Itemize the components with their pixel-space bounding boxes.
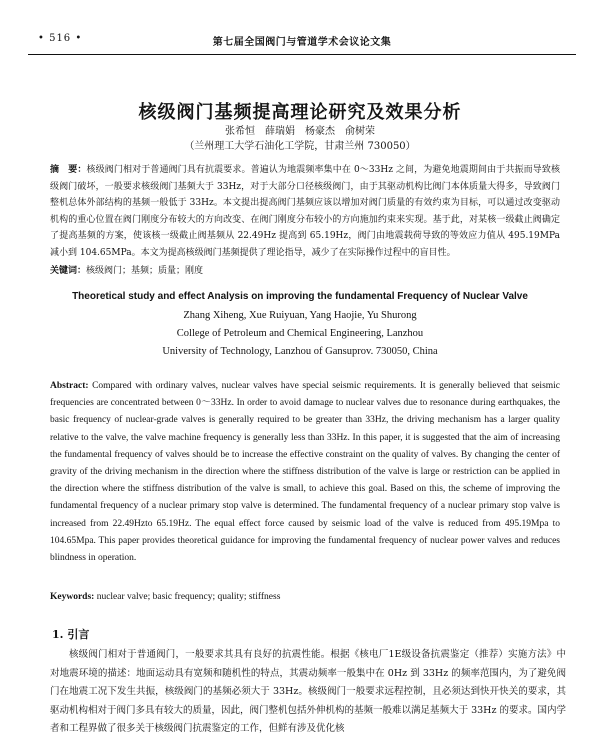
abstract-en-text: Compared with ordinary valves, nuclear valves have special seismic requirements. It is generally believed that seismic frequencies are concentrated between 0～33Hz. In order to avoid damage to nuclear valves due to resonance during earthquakes, the basic frequency of nuclear-grade valves is generally required to be greater than 33Hz, the driving mechanism has a larger quality relative to the valve, the valve machine frequency is generally less than 33Hz. In this paper, it is suggested that the aim of increasing the fundamental frequency of valves should be to increase the effective constraint on the quality of valves. By changing the center of gravity of the driving mechanism in the direction where the stiffness distribution of the valve is large or restriction can be applied in the direction where the stiffness distribution of the valve is small, to achieve this goal. Based on this, the scheme of improving the fundamental frequency of a nuclear primary stop valve is determined. The fundamental frequency of a nuclear primary stop valve is increased from 22.49Hzto 65.19Hz. The equal effect force caused by seismic load of the valve is reduced from 495.19Mpa to 104.65Mpa. This paper provides theoretical guidance for improving the fundamental frequency of nuclear power valves and reduces blindness in operation. bbox=[50, 381, 561, 564]
page-number: • 516 • bbox=[38, 33, 83, 44]
affiliation-en-2: University of Technology, Lanzhou of Gansuprov. 730050, China bbox=[162, 346, 438, 357]
abstract-cn-label: 摘 要： bbox=[50, 165, 87, 175]
keywords-en bbox=[50, 592, 560, 602]
section-heading-introduction: 1. 引言 bbox=[52, 628, 90, 641]
affiliation-cn: （兰州理工大学石油化工学院，甘肃兰州 730050） bbox=[184, 141, 416, 152]
keywords-cn-text: 核级阀门；基频；质量；刚度 bbox=[86, 266, 204, 276]
paper-title-en: Theoretical study and effect Analysis on improving the fundamental Frequency of Nuclear Valve bbox=[72, 291, 528, 302]
keywords-en-text: nuclear valve; basic frequency; quality; stiffness bbox=[96, 592, 281, 602]
affiliation-en-1: College of Petroleum and Chemical Engineering, Lanzhou bbox=[176, 328, 424, 339]
keywords-cn bbox=[50, 263, 560, 276]
paper-title-cn: 核级阀门基频提高理论研究及效果分析 bbox=[138, 102, 462, 123]
running-header bbox=[28, 28, 576, 55]
authors-cn: 张希恒 薛瑞娟 杨豪杰 俞树荣 bbox=[225, 126, 375, 137]
abstract-en bbox=[50, 378, 560, 567]
abstract-en-label: Abstract: bbox=[50, 381, 89, 391]
running-title: 第七届全国阀门与管道学术会议论文集 bbox=[212, 37, 392, 48]
authors-en: Zhang Xiheng, Xue Ruiyuan, Yang Haojie, Yu Shurong bbox=[183, 310, 417, 321]
introduction-paragraph: 核级阀门相对于普通阀门，一般要求其具有良好的抗震性能。根据《核电厂1E级设备抗震鉴定（推荐）实施方法》中对地震环境的描述：地面运动具有宽频和随机性的特点，其震动频率一般集中在 0Hz 到 33Hz 的频率范围内，为了避免阀门在地震工况下发生共振，核级阀门的基频必须大于 33Hz。核级阀门一般要求远程控制，且必须达到快开快关的要求，其驱动机构相对于阀门多具有较大的质量，因此，阀门整机包括外伸机构的基频一般难以满足基频大于 33Hz 的要求。国内学者和工程界做了很多关于核级阀门抗震鉴定的工作，但鲜有涉及优化核 bbox=[50, 649, 566, 734]
keywords-cn-label: 关键词： bbox=[50, 266, 87, 276]
abstract-cn-text: 核级阀门相对于普通阀门具有抗震要求。普遍认为地震频率集中在 0～33Hz 之间，为避免地震期间由于共振而导致核级阀门破坏，一般要求核级阀门基频大于 33Hz，对于大部分口径核级阀门，由于其驱动机构比阀门本体质量大得多，导致阀门整机总体外部结构的基频一般低于 33Hz。本文提出提高阀门基频应该以增加对阀门质量的有效约束为目标，可以通过改变驱动机构的重心位置在阀门刚度分布较大的方向改变、在阀门刚度分布较小的方向施加约束来实现。基于此，对某核一级截止阀确定了提高基频的方案，使该核一级截止阀基频从 22.49Hz 提高到 65.19Hz，阀门由地震载荷导致的等效应力值从 495.19MPa 减小到 104.65MPa。本文为提高核级阀门基频提供了理论指导，减少了在实际操作过程中的盲目性。 bbox=[50, 165, 560, 258]
keywords-en-label: Keywords: bbox=[50, 592, 95, 602]
abstract-cn bbox=[50, 162, 560, 261]
